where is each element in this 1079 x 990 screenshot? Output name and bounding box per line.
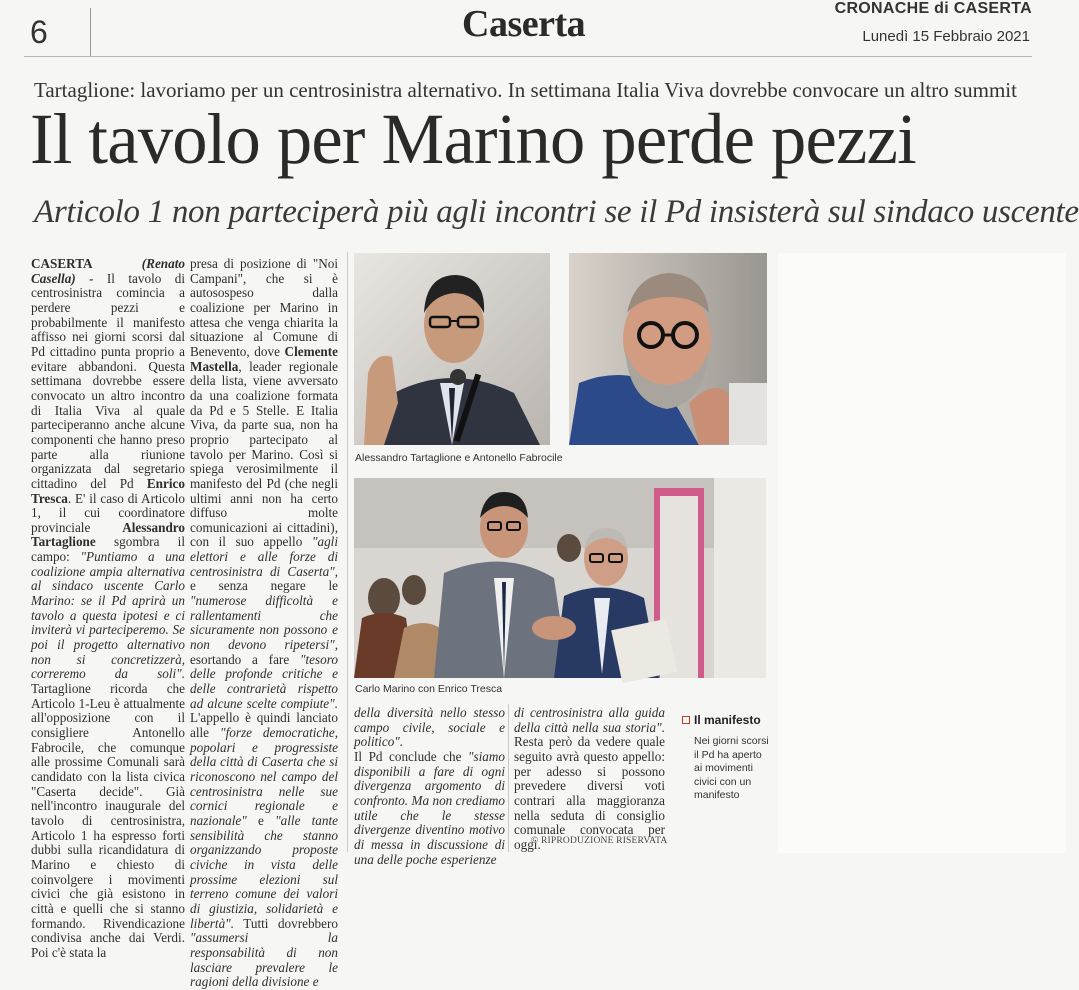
article-quote: "agli elettori e alle forze di centrosinistra di Caserta": [190, 534, 338, 579]
article-text: sgombra il campo:: [31, 534, 186, 565]
article-subheadline: Articolo 1 non parteciperà più agli incontri se il Pd insisterà sul sindaco uscente: [34, 194, 1079, 230]
photo-caption: Carlo Marino con Enrico Tresca: [355, 683, 503, 695]
page-number: 6: [30, 14, 48, 50]
article-text: , esortando a fare: [190, 637, 338, 667]
issue-date: Lunedì 15 Febbraio 2021: [862, 28, 1030, 45]
article-text: Tartaglione ricorda che Articolo 1-Leu è attualmente all'opposizione con il consigliere Antonello Fabrocile, che comunque alle prossime Comunali sarà candidato con la lista civica "Caserta decide". Già nell'incontro inaugurale del tavolo di centrosinistra, Articolo 1 ha espresso forti dubbi sulla ricandidatura di Marino e chiesto di coinvolgere i movimenti civici che già esistono in città e quelli che si stanno formando. Rivendicazione condivisa anche dai Verdi. Poi c'è stata la: [31, 681, 185, 960]
column-divider: [347, 252, 348, 852]
blank-panel: [778, 253, 1066, 853]
person-name: Clemente Mastella: [190, 343, 339, 374]
article-column-3: [354, 706, 505, 867]
photo-caption: Alessandro Tartaglione e Antonello Fabrocile: [355, 452, 563, 464]
sidebar-title-text: Il manifesto: [694, 713, 761, 727]
article-quote: "Puntiamo a una coalizione ampia alternativa al sindaco uscente Carlo Marino: se il Pd aprirà un tavolo a questa ipotesi e ci inviterà vi parteciperemo. Se poi il progetto alternativo non si concretizzerà, correremo da soli".: [31, 549, 185, 682]
person-name: Enrico Tresca: [31, 475, 185, 506]
header-rule: [24, 56, 1032, 57]
photo-fabrocile: [569, 253, 767, 445]
article-text: presa di posizione di "Noi Campani", che si è autosospeso dalla coalizione per Marino in attesa che venga chiarita la situazione al Comune di Benevento, dove: [190, 256, 338, 359]
article-column-4: [514, 705, 668, 853]
photo-marino-tresca: [354, 478, 766, 678]
article-column-1: [31, 257, 185, 961]
copyright-notice: © RIPRODUZIONE RISERVATA: [531, 836, 668, 846]
article-text: L'appello è quindi lanciato alle: [190, 710, 338, 740]
article-column-2: [190, 257, 338, 990]
article-text: Il Pd conclude che: [354, 748, 462, 764]
sidebar-body: Nei giorni scorsi il Pd ha aperto ai movimenti civici con un manifesto: [694, 735, 769, 802]
byline-place: CASERTA: [31, 256, 93, 271]
sidebar-box: [682, 713, 777, 803]
byline-author: (Renato Casella) -: [31, 256, 185, 286]
article-quote: "siamo disponibili a fare di ogni divergenza argomento di confronto. Ma non crediamo utile che le stesse divergenze diventino motivo di messa in discussione di una delle poche esperienze: [354, 748, 505, 867]
article-text: . E' il caso di Articolo 1, il cui coordinatore provinciale: [31, 490, 185, 535]
square-bullet-icon: [682, 716, 690, 724]
article-headline: Il tavolo per Marino perde pezzi: [30, 99, 916, 179]
article-quote: della diversità nello stesso campo civile, sociale e politico".: [354, 705, 505, 750]
article-text: e: [258, 812, 264, 828]
section-title: Caserta: [462, 3, 586, 45]
header-divider: [90, 8, 91, 56]
article-quote: "tesoro delle profonde critiche e delle contrarietà rispetto ad alcune scelte compiute".: [190, 651, 338, 711]
article-quote: "numerose difficoltà e rallentamenti che sicuramente non possono e non devono ripetersi": [190, 593, 338, 653]
article-text: Resta però da vedere quale seguito avrà questo appello: per adesso si possono prevedere diversi voti contrari alla maggioranza nella seduta di consiglio comunale convocata per oggi.: [514, 734, 665, 852]
sidebar-title: [682, 713, 777, 727]
masthead: CRONACHE di CASERTA: [834, 0, 1032, 17]
column-divider: [508, 704, 509, 852]
article-text: , e senza negare le: [190, 563, 338, 594]
article-text: Tutti dovrebbero: [243, 915, 338, 931]
article-kicker: Tartaglione: lavoriamo per un centrosinistra alternativo. In settimana Italia Viva dovrebbe convocare un altro summit: [34, 78, 1017, 102]
person-name: Alessandro Tartaglione: [31, 519, 185, 550]
article-quote: "forze democratiche, popolari e progressiste della città di Caserta che si riconoscono nel campo del centrosinistra nelle sue cornici regionale e nazionale": [190, 725, 338, 828]
photo-tartaglione: [354, 253, 550, 445]
article-text: Il tavolo di centrosinistra comincia a perdere pezzi e probabilmente il manifesto affisso nei giorni scorsi dal Pd cittadino punta proprio a evitare abbandoni. Questa settimana dovrebbe essere convocato un altro incontro di Italia Viva al quale parteciperanno anche alcune componenti che hanno preso parte alla riunione organizzata dal segretario cittadino del Pd: [31, 270, 185, 491]
article-quote: "alle tante sensibilità che stanno organizzando proposte civiche in vista delle prossime elezioni sul terreno comune dei valori di giustizia, solidarietà e libertà".: [190, 812, 339, 931]
article-quote: di centrosinistra alla guida della città nella sua storia".: [514, 705, 665, 735]
article-quote: "assumersi la responsabilità di non lasciare prevalere le ragioni della divisione e: [190, 930, 338, 990]
article-text: , leader regionale della lista, viene avversato da una coalizione formata da Pd e 5 Stelle. E Italia Viva, da parte sua, non ha proprio partecipato al tavolo per Marino. Così si spiega verosimilmente il manifesto del Pd (che negli ultimi anni non ha certo diffuso molte comunicazioni ai cittadini), con il suo appello: [190, 358, 338, 550]
